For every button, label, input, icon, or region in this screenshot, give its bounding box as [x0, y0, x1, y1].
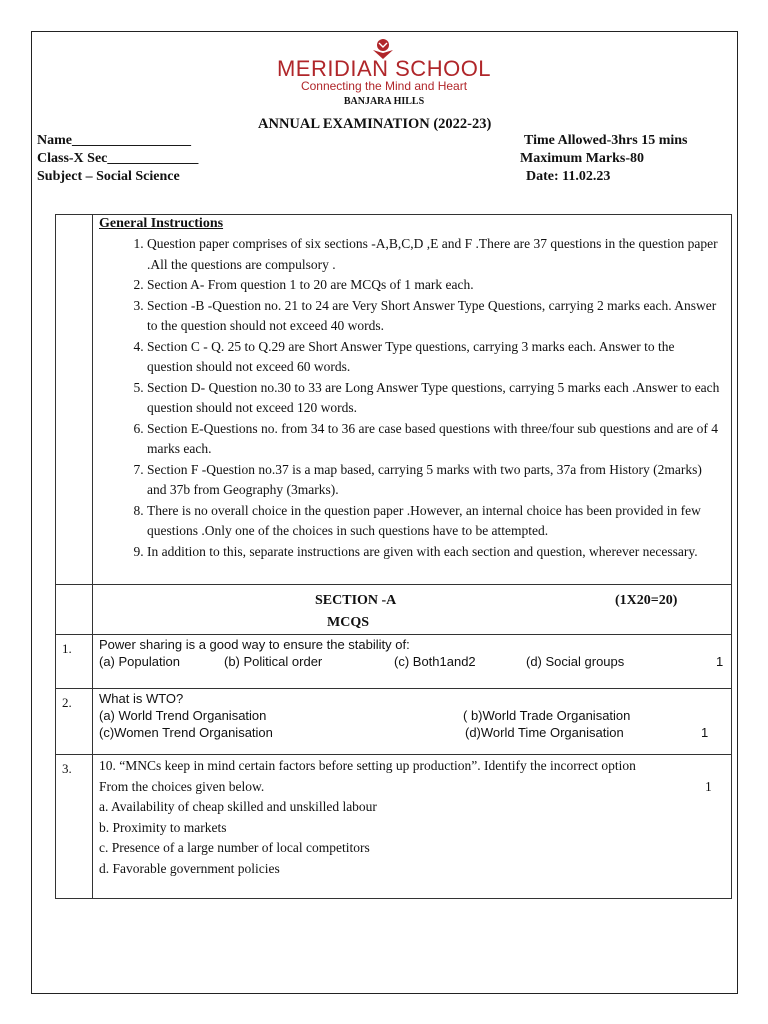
- question-marks: 1: [716, 654, 724, 669]
- option-b: (b) Political order: [224, 654, 323, 669]
- subject-label: Subject – Social Science: [37, 169, 180, 184]
- instruction-item: 7. Section F -Question no.37 is a map based, carrying 5 marks with two parts, 37a from History (2marks) and 37b from Geography (3marks).: [147, 460, 731, 501]
- question-text: What is WTO?: [99, 691, 184, 706]
- question-text-continued: From the choices given below.: [99, 778, 265, 794]
- instruction-item: 2. Section A- From question 1 to 20 are MCQs of 1 mark each.: [147, 275, 731, 296]
- instruction-item: 6. Section E-Questions no. from 34 to 36 are case based questions with three/four sub questions and are of 4 marks each.: [147, 419, 731, 460]
- option-c: (c) Both1and2: [394, 654, 476, 669]
- option-b: b. Proximity to markets: [99, 819, 227, 835]
- section-header: [93, 585, 731, 633]
- school-tagline: Connecting the Mind and Heart: [300, 79, 468, 93]
- question-text: Power sharing is a good way to ensure the stability of:: [99, 637, 410, 652]
- time-allowed: Time Allowed-3hrs 15 mins: [524, 133, 688, 148]
- option-c: c. Presence of a large number of local competitors: [99, 840, 370, 855]
- question-row: [56, 755, 732, 899]
- option-b: ( b)World Trade Organisation: [463, 708, 631, 723]
- section-subtitle: MCQS: [327, 615, 369, 630]
- question-marks: 1: [705, 778, 712, 794]
- maximum-marks: Maximum Marks-80: [520, 151, 645, 166]
- exam-title: ANNUAL EXAMINATION (2022-23): [258, 116, 492, 132]
- instruction-item: 8. There is no overall choice in the question paper .However, an internal choice has been provided in few questions .Only one of the choices in such questions have to be attempted.: [147, 501, 731, 542]
- instruction-item: 9. In addition to this, separate instructions are given with each section and question, wherever necessary.: [147, 542, 731, 563]
- instructions-list: [93, 234, 731, 562]
- question-text: 10. “MNCs keep in mind certain factors before setting up production”. Identify the incorrect option: [99, 758, 636, 773]
- instructions-cell: [93, 215, 732, 585]
- instruction-item: 1. Question paper comprises of six sections -A,B,C,D ,E and F .There are 37 questions in the question paper .All the questions are compulsory .: [147, 234, 731, 275]
- question-3: [93, 755, 731, 884]
- question-marks: 1: [701, 725, 709, 740]
- name-field: Name_________________: [37, 133, 191, 148]
- question-paper-table: [55, 214, 732, 899]
- instruction-item: 5. Section D- Question no.30 to 33 are Long Answer Type questions, carrying 5 marks each .Answer to each question should not exceed 120 words.: [147, 378, 731, 419]
- section-marks: (1X20=20): [615, 593, 678, 608]
- instructions-title: General Instructions: [99, 216, 224, 231]
- option-c: (c)Women Trend Organisation: [99, 725, 273, 740]
- question-1: [93, 635, 731, 673]
- class-field: Class-X Sec_____________: [37, 151, 199, 166]
- option-d: (d)World Time Organisation: [465, 725, 624, 740]
- question-row: [56, 689, 732, 755]
- option-d: d. Favorable government policies: [99, 860, 280, 876]
- section-a-row: [56, 585, 732, 635]
- question-number: 2.: [56, 689, 93, 755]
- question-2: [93, 689, 731, 744]
- instruction-item: 3. Section -B -Question no. 21 to 24 are Very Short Answer Type Questions, carrying 2 marks each. Answer to the question should not exceed 40 words.: [147, 296, 731, 337]
- school-name: MERIDIAN SCHOOL: [276, 56, 492, 81]
- instructions-row: [56, 215, 732, 585]
- instruction-item: 4. Section C - Q. 25 to Q.29 are Short Answer Type questions, carrying 3 marks each. Answer to the question should not exceed 60 words.: [147, 337, 731, 378]
- question-number: 3.: [56, 755, 93, 899]
- section-title: SECTION -A: [315, 593, 397, 608]
- option-a: (a) World Trend Organisation: [99, 708, 267, 723]
- question-row: [56, 635, 732, 689]
- option-a: (a) Population: [99, 654, 180, 669]
- question-number: 1.: [56, 635, 93, 689]
- campus-name: BANJARA HILLS: [343, 96, 425, 107]
- option-a: a. Availability of cheap skilled and unskilled labour: [99, 799, 377, 814]
- option-d: (d) Social groups: [526, 654, 625, 669]
- exam-date: Date: 11.02.23: [526, 169, 611, 184]
